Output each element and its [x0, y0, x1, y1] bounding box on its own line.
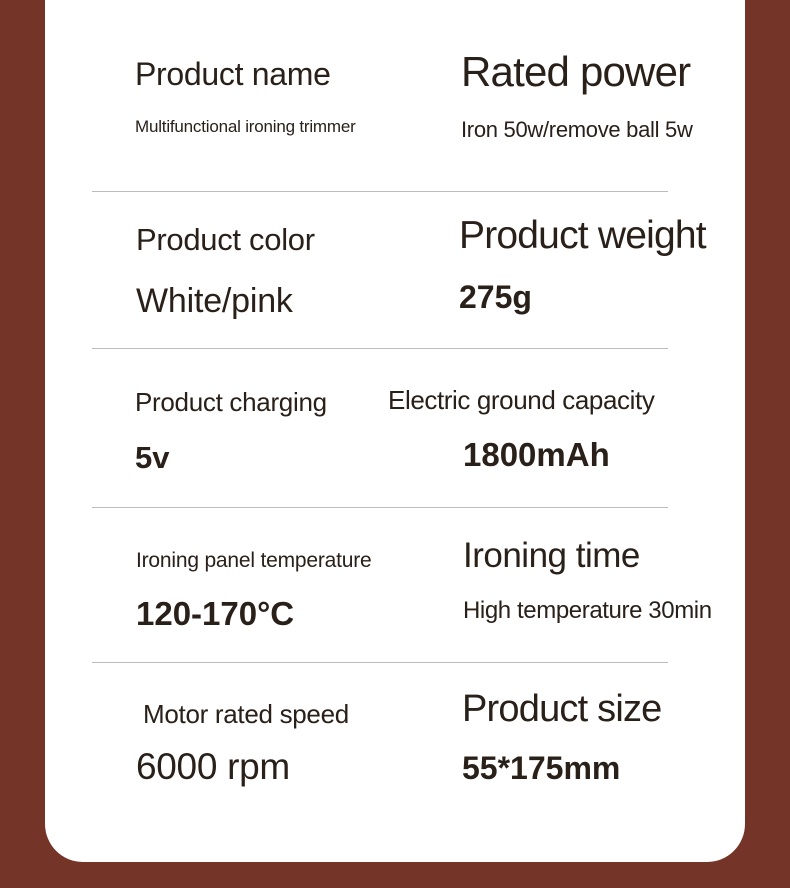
spec-value: White/pink	[136, 281, 293, 320]
spec-product-color	[136, 222, 315, 321]
spec-label: Electric ground capacity	[388, 385, 655, 415]
spec-label: Ironing time	[463, 536, 640, 575]
spec-label: Product color	[136, 222, 315, 257]
spec-label: Motor rated speed	[143, 699, 349, 729]
spec-motor-speed	[136, 699, 349, 788]
row-divider	[92, 348, 668, 349]
spec-rated-power	[461, 48, 693, 143]
spec-value: 5v	[135, 439, 170, 475]
spec-panel-temperature	[136, 549, 372, 633]
row-divider	[92, 662, 668, 663]
spec-label: Product name	[135, 56, 331, 92]
spec-value: 1800mAh	[463, 435, 610, 473]
spec-value: 6000 rpm	[136, 745, 290, 787]
spec-value: Iron 50w/remove ball 5w	[461, 117, 693, 143]
spec-product-name	[135, 56, 356, 136]
row-divider	[92, 191, 668, 192]
spec-label: Rated power	[461, 48, 691, 95]
spec-product-size	[462, 688, 662, 786]
spec-product-weight	[459, 214, 706, 316]
spec-card	[45, 0, 745, 862]
spec-value: 55*175mm	[462, 749, 621, 786]
spec-battery-capacity	[388, 385, 655, 474]
spec-ironing-time	[463, 536, 712, 625]
spec-value: High temperature 30min	[463, 597, 712, 625]
spec-value: 120-170°C	[136, 595, 295, 633]
spec-label: Product weight	[459, 214, 706, 257]
spec-label: Product size	[462, 688, 662, 730]
spec-label: Ironing panel temperature	[136, 549, 372, 572]
spec-value: 275g	[459, 278, 532, 315]
row-divider	[92, 507, 668, 508]
spec-label: Product charging	[135, 387, 327, 417]
spec-value: Multifunctional ironing trimmer	[135, 116, 356, 136]
spec-product-charging	[135, 388, 327, 476]
